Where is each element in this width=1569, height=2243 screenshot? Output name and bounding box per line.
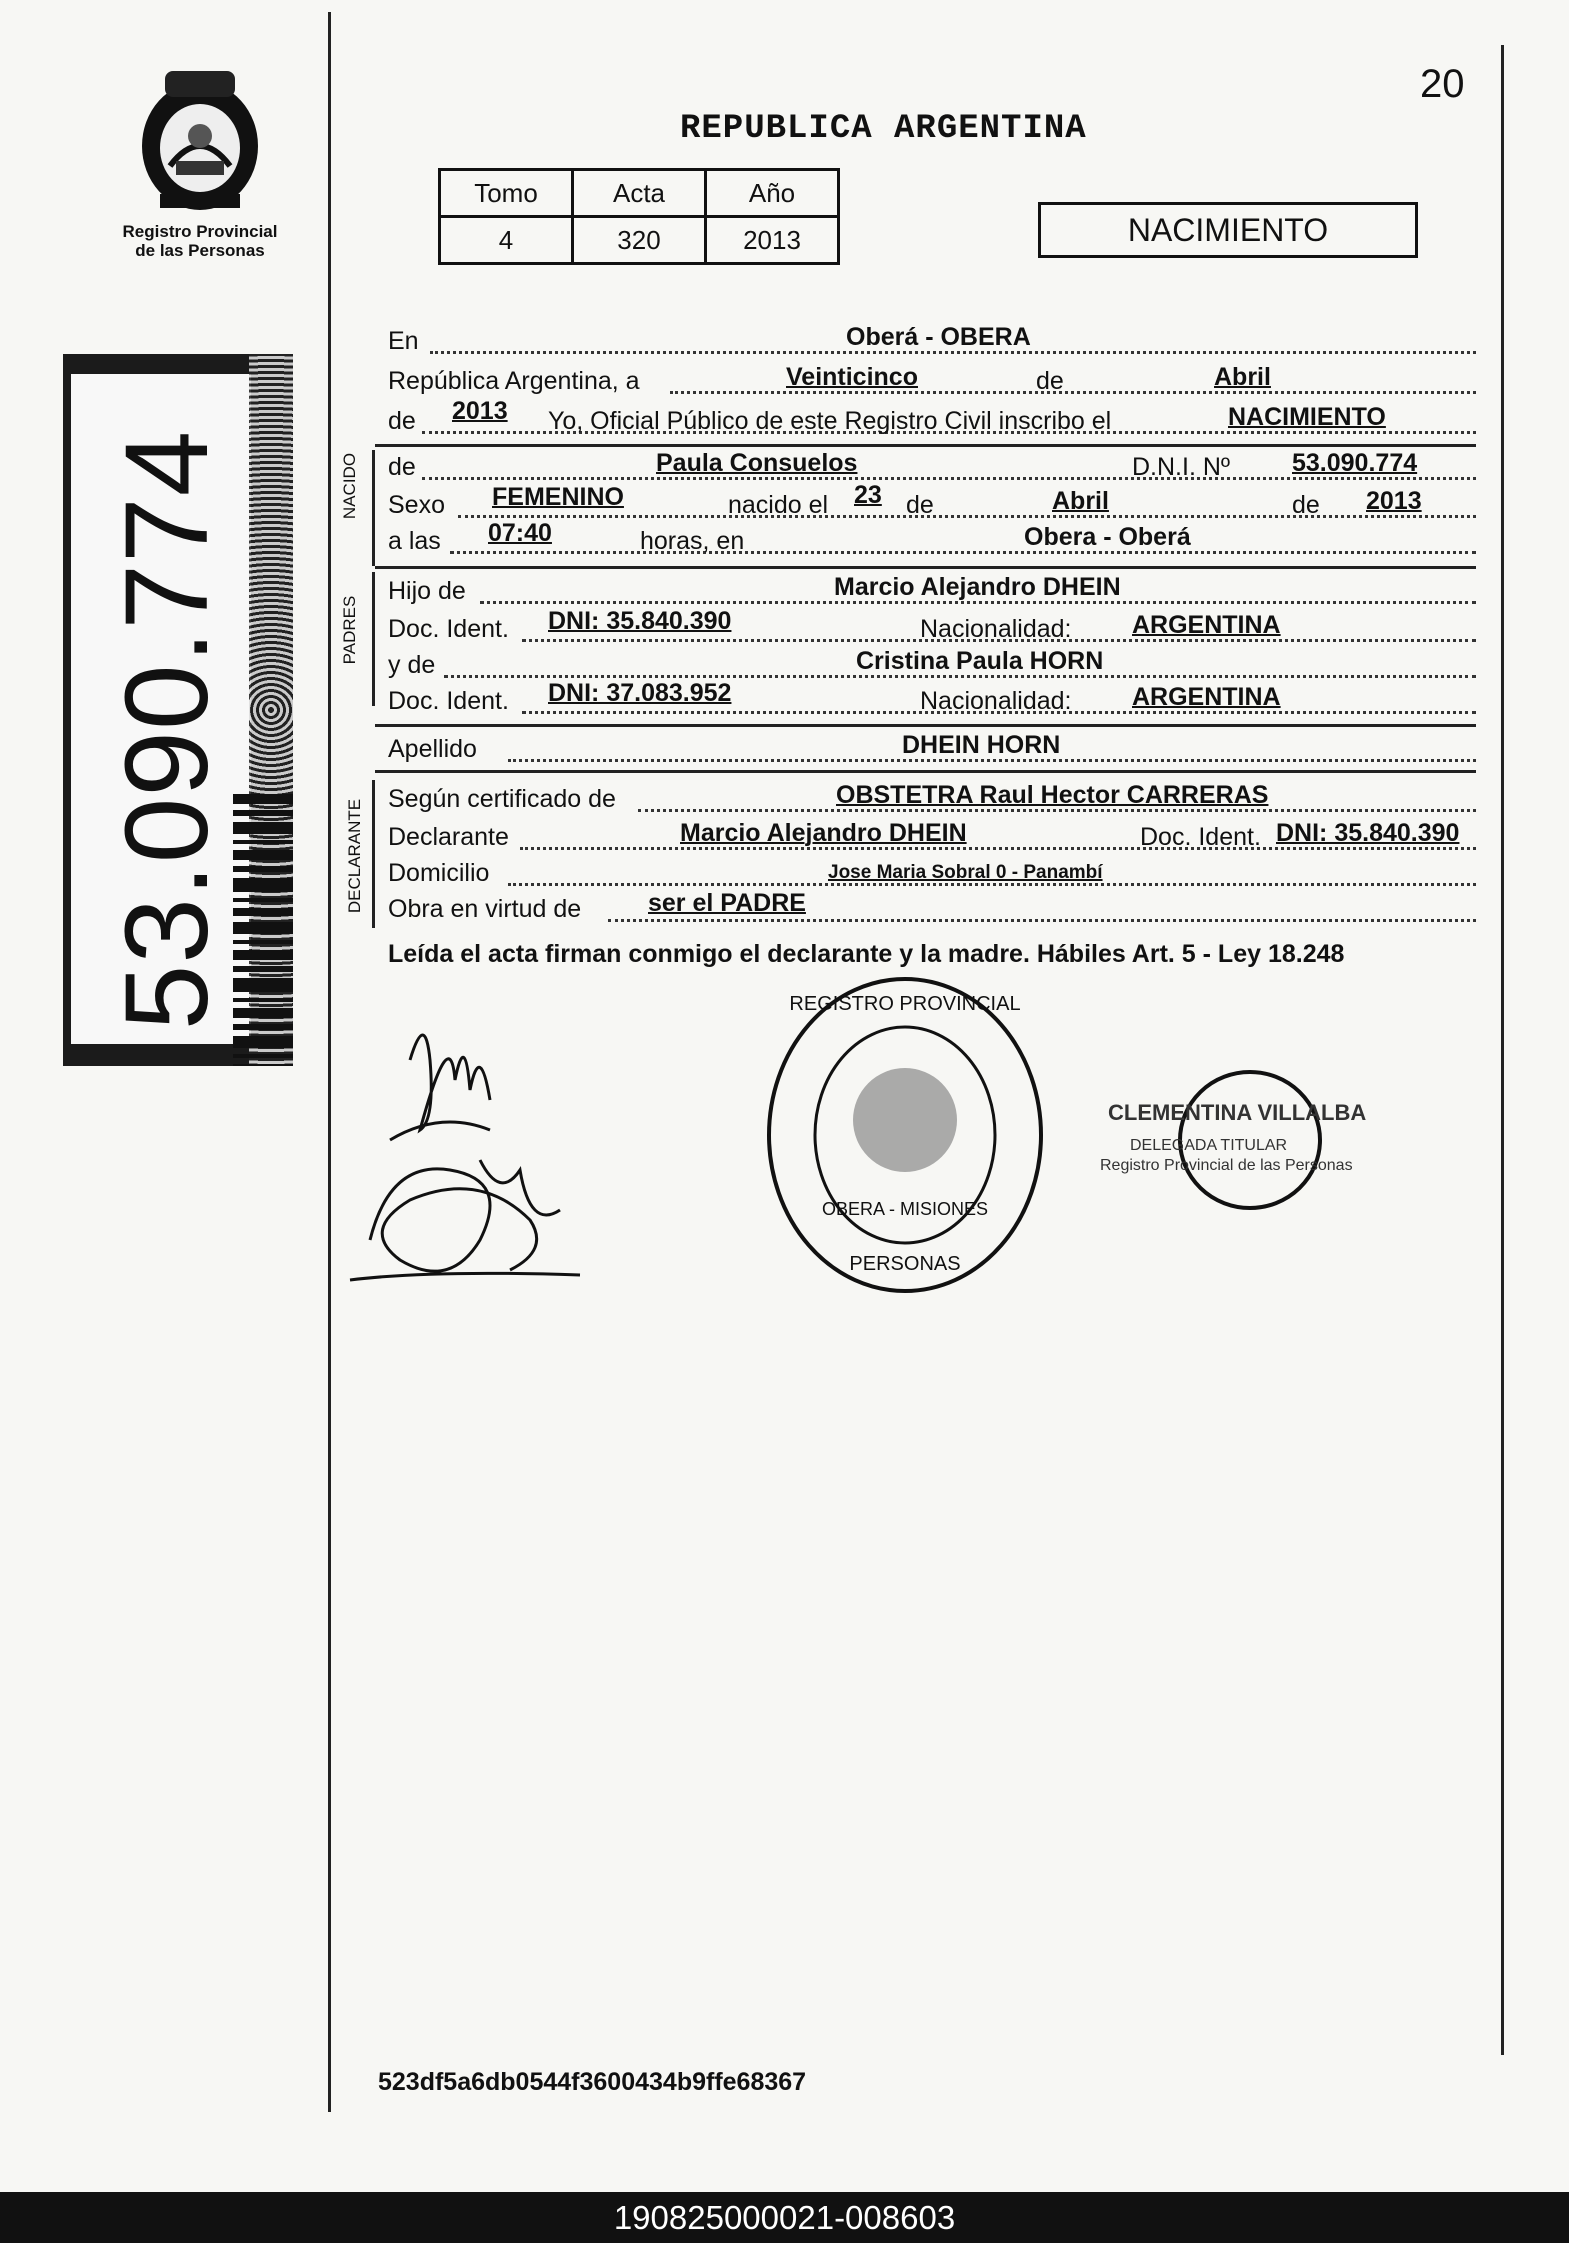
child-name-value: Paula Consuelos	[656, 449, 858, 477]
side-dni-number: 53.090.774	[101, 429, 233, 1031]
obra-value: ser el PADRE	[648, 889, 806, 917]
row-father: Hijo de Marcio Alejandro DHEIN	[388, 570, 1476, 610]
svg-text:DELEGADA TITULAR: DELEGADA TITULAR	[1130, 1137, 1288, 1154]
father-nationality-value: ARGENTINA	[1132, 611, 1281, 639]
row-obra: Obra en virtud de ser el PADRE	[388, 888, 1476, 928]
tomo-header: Tomo	[440, 170, 573, 217]
father-name-value: Marcio Alejandro DHEIN	[834, 573, 1121, 601]
act-reference-table	[438, 168, 840, 265]
certificate-value: OBSTETRA Raul Hector CARRERAS	[836, 781, 1269, 809]
time-value: 07:40	[488, 519, 552, 547]
section-padres-label: PADRES	[340, 595, 359, 665]
page-number: 20	[1420, 62, 1465, 106]
side-dni-panel	[63, 354, 293, 1066]
row-domicilio: Domicilio Jose Maria Sobral 0 - Panambí	[388, 852, 1476, 892]
mother-name-value: Cristina Paula HORN	[856, 647, 1104, 675]
section-declarante-bar	[372, 780, 375, 928]
acta-header: Acta	[573, 170, 706, 217]
declarante-doc-value: DNI: 35.840.390	[1276, 819, 1460, 847]
svg-text:OBERA - MISIONES: OBERA - MISIONES	[821, 1199, 989, 1219]
row-time: a las 07:40 horas, en Obera - Oberá	[388, 520, 1476, 560]
row-en: En Oberá - OBERA	[388, 320, 1476, 360]
child-dni-value: 53.090.774	[1292, 449, 1418, 477]
section-divider	[375, 770, 1476, 773]
sexo-value: FEMENINO	[492, 483, 624, 511]
section-nacido-label: NACIDO	[340, 452, 359, 520]
svg-text:REGISTRO PROVINCIAL: REGISTRO PROVINCIAL	[789, 993, 1021, 1015]
row-republica: República Argentina, a Veinticinco de Abril	[388, 360, 1476, 400]
act-type-box: NACIMIENTO	[1038, 202, 1418, 258]
place-value: Oberá - OBERA	[846, 323, 1031, 351]
inscribo-value: NACIMIENTO	[1228, 403, 1386, 431]
row-declarante: Declarante Marcio Alejandro DHEIN Doc. Ident. DNI: 35.840.390	[388, 816, 1476, 856]
section-declarante-label: DECLARANTE	[345, 798, 364, 914]
row-father-doc: Doc. Ident. DNI: 35.840.390 Nacionalidad: ARGENTINA	[388, 608, 1476, 648]
row-name: de Paula Consuelos D.N.I. Nº 53.090.774	[388, 446, 1476, 486]
row-mother-doc: Doc. Ident. DNI: 37.083.952 Nacionalidad: ARGENTINA	[388, 680, 1476, 720]
section-padres-bar	[372, 572, 375, 706]
section-divider	[375, 724, 1476, 727]
closing-statement: Leída el acta firman conmigo el declarante y la madre. Hábiles Art. 5 - Ley 18.248	[388, 940, 1345, 968]
row-mother: y de Cristina Paula HORN	[388, 644, 1476, 684]
svg-text:PERSONAS: PERSONAS	[849, 1253, 961, 1275]
bottom-code-bar: 190825000021-008603	[0, 2192, 1569, 2243]
anio-header: Año	[706, 170, 839, 217]
domicilio-value: Jose Maria Sobral 0 - Panambí	[828, 862, 1103, 883]
row-apellido: Apellido DHEIN HORN	[388, 728, 1476, 768]
declarant-signature	[330, 1000, 590, 1330]
official-signature-stamp	[1100, 1060, 1440, 1230]
declarante-value: Marcio Alejandro DHEIN	[680, 819, 967, 847]
svg-text:Registro Provincial de las Per: Registro Provincial de las Personas	[1100, 1157, 1353, 1174]
row-certificado: Según certificado de OBSTETRA Raul Hector CARRERAS	[388, 778, 1476, 818]
birth-month-value: Abril	[1052, 487, 1109, 515]
acta-value: 320	[573, 217, 706, 264]
mother-doc-value: DNI: 37.083.952	[548, 679, 732, 707]
row-year: de 2013 Yo, Oficial Público de este Registro Civil inscribo el NACIMIENTO	[388, 400, 1476, 440]
year-value: 2013	[452, 397, 508, 425]
tomo-value: 4	[440, 217, 573, 264]
mother-nationality-value: ARGENTINA	[1132, 683, 1281, 711]
birth-day-value: 23	[854, 481, 882, 509]
birth-place-value: Obera - Oberá	[1024, 523, 1191, 551]
father-doc-value: DNI: 35.840.390	[548, 607, 732, 635]
barcode-icon	[233, 794, 293, 1066]
document-hash: 523df5a6db0544f3600434b9ffe68367	[378, 2068, 807, 2096]
day-value: Veinticinco	[786, 363, 918, 391]
svg-text:CLEMENTINA VILLALBA: CLEMENTINA VILLALBA	[1108, 1100, 1367, 1125]
section-divider	[375, 566, 1476, 569]
registry-seal	[760, 970, 1050, 1300]
month-value: Abril	[1214, 363, 1271, 391]
anio-value: 2013	[706, 217, 839, 264]
row-sexo: Sexo FEMENINO nacido el 23 de Abril de 2013	[388, 484, 1476, 524]
right-margin-line	[1501, 45, 1504, 2055]
section-nacido-bar	[372, 450, 375, 566]
apellido-value: DHEIN HORN	[902, 731, 1061, 759]
province-emblem-icon	[130, 66, 270, 216]
birth-year-value: 2013	[1366, 487, 1422, 515]
document-title: REPUBLICA ARGENTINA	[680, 110, 1087, 148]
registry-label: Registro Provincial de las Personas	[122, 222, 278, 260]
